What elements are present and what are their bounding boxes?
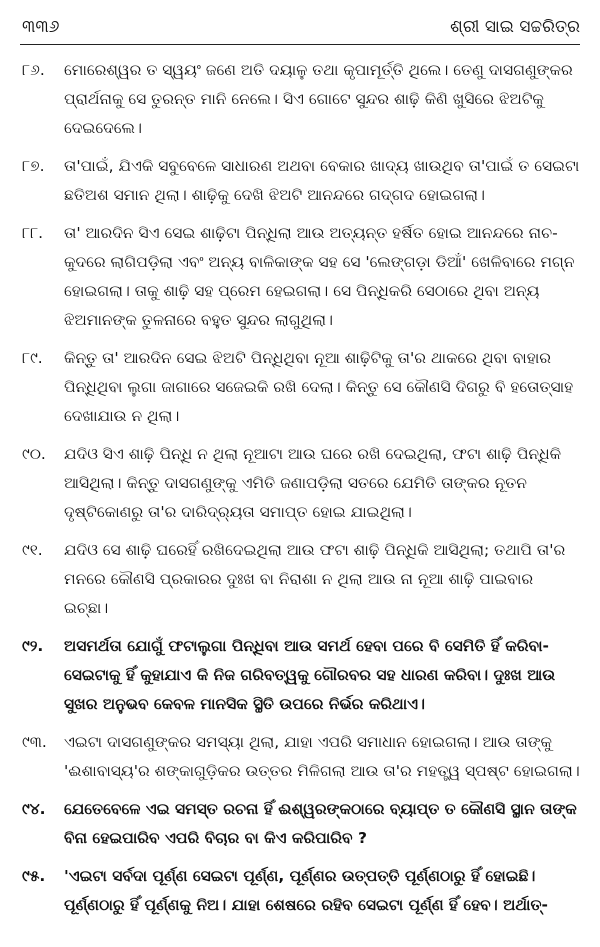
verse-number: ୯୫. xyxy=(22,867,46,885)
page-number: ୩୩୬ xyxy=(22,17,60,37)
verse-88 xyxy=(0,219,600,335)
verse-87 xyxy=(0,152,600,210)
verse-text: କିନ୍ତୁ ତା' ଆରଦିନ ସେଇ ଝିଅଟି ପିନ୍ଧିଥିବା ନୂଆ ଶାଢ଼ିଟିକୁ ତା'ର ଥାକରେ ଥିବା ବାହାର ପିନ୍ଧିଥିବା ଲୁଗା ଜାଗାରେ ସଜେଇକି ରଖି ଦେଲା। କିନ୍ତୁ ସେ କୌଣସି ଦିଗରୁ ବି ହତୋତ୍ସାହ ଦେଖାଯାଉ ନ ଥିଲା। xyxy=(64,349,574,425)
verse-91 xyxy=(0,536,600,623)
verse-text: 'ଏଇଟା ସର୍ବଦା ପୂର୍ଣ୍ଣ ସେଇଟା ପୂର୍ଣ୍ଣ, ପୂର୍ଣ୍ଣର ଉତ୍ପତ୍ତି ପୂର୍ଣ୍ଣଠାରୁ ହିଁ ହୋଇଛି। ପୂର୍ଣ୍ଣଠାରୁ ହିଁ ପୂର୍ଣ୍ଣକୁ ନିଅ। ଯାହା ଶେଷରେ ରହିବ ସେଇଟା ପୂର୍ଣ୍ଣ ହିଁ ହେବ। ଅର୍ଥାତ୍‌- xyxy=(64,867,548,914)
verse-list xyxy=(0,56,600,929)
verse-number: ୯୨. xyxy=(22,637,44,655)
verse-text: ଯଦିଓ ସିଏ ଶାଢ଼ି ପିନ୍ଧି ନ ଥିଲା ନୂଆଟା ଆଉ ଘରେ ରଖି ଦେଇଥିଲା, ଫଟା ଶାଢ଼ି ପିନ୍ଧିକି ଆସିଥିଲା। କିନ୍ତୁ ଦାସଗଣୁଙ୍କୁ ଏମିତି ଜଣାପଡ଼ିଲା ସତରେ ଯେମିତି ତାଙ୍କର ନୂତନ ଦୃଷ୍ଟିକୋଣରୁ ତା'ର ଦାରିଦ୍ର୍ୟତା ସମାପ୍ତ ହୋଇ ଯାଇଥିଲା। xyxy=(64,445,562,521)
verse-86 xyxy=(0,56,600,143)
verse-number: ୯୩. xyxy=(22,733,47,751)
verse-text: ଏଇଟା ଦାସଗଣୁଙ୍କର ସମସ୍ୟା ଥିଲା, ଯାହା ଏପରି ସମାଧାନ ହୋଇଗଲା। ଆଉ ତାଙ୍କୁ 'ଈଶାବାସ୍ୟ'ର ଶଙ୍କାଗୁଡ଼ିକର ଉତ୍ତର ମିଳିଗଲା ଆଉ ତା'ର ମହତ୍ତ୍ୱ ସ୍ପଷ୍ଟ ହୋଇଗଲା। xyxy=(64,733,580,780)
verse-number: ୯୦. xyxy=(22,445,46,463)
verse-95 xyxy=(0,862,600,920)
verse-text: ଯଦିଓ ସେ ଶାଢ଼ି ଘରେହିଁ ରଖିଦେଇଥିଲା ଆଉ ଫଟା ଶାଢ଼ି ପିନ୍ଧିକି ଆସିଥିଲା; ତଥାପି ତା'ର ମନରେ କୌଣସି ପ୍ରକାରର ଦୁଃଖ ବା ନିରାଶା ନ ଥିଲା ଆଉ ନା ନୂଆ ଶାଢ଼ି ପାଇବାର ଇଚ୍ଛା। xyxy=(64,541,566,617)
verse-90 xyxy=(0,440,600,527)
verse-number: ୮୯. xyxy=(22,349,43,367)
verse-number: ୮୬. xyxy=(22,61,45,79)
verse-93 xyxy=(0,728,600,786)
verse-text: ତା' ଆରଦିନ ସିଏ ସେଇ ଶାଢ଼ିଟା ପିନ୍ଧିଲା ଆଉ ଅତ୍ୟନ୍ତ ହର୍ଷିତ ହୋଇ ଆନନ୍ଦରେ ନାଚ-କୁଦରେ ଲାଗିପଡ଼ିଲା ଏବଂ ଅନ୍ୟ ବାଳିକାଙ୍କ ସହ ସେ 'ଲେଙ୍ଗଡ଼ା ଡିଆଁ' ଖେଳିବାରେ ମଗ୍ନ ହୋଇଗଲା। ତାକୁ ଶାଢ଼ି ସହ ପ୍ରେମ ହେଇଗଲା। ସେ ପିନ୍ଧିକରି ସେଠାରେ ଥିବା ଅନ୍ୟ ଝିଅମାନଙ୍କ ତୁଳନାରେ ବହୁତ ସୁନ୍ଦର ଲାଗୁଥିଲା। xyxy=(64,224,575,329)
book-title: ଶ୍ରୀ ସାଇ ସଚ୍ଚରିତ୍ର xyxy=(450,17,580,37)
page-header xyxy=(22,12,580,42)
verse-number: ୯୧. xyxy=(22,541,43,559)
verse-92 xyxy=(0,632,600,719)
verse-text: ଅସମର୍ଥତା ଯୋଗୁଁ ଫଟାଲୁଗା ପିନ୍ଧିବା ଆଉ ସମର୍ଥ ହେବା ପରେ ବି ସେମିତି ହିଁ କରିବା-ସେଇଟାକୁ ହିଁ କୁହାଯାଏ କି ନିଜ ଗରିବତ୍ୱକୁ ଗୌରବର ସହ ଧାରଣ କରିବା। ଦୁଃଖ ଆଉ ସୁଖର ଅନୁଭବ କେବଳ ମାନସିକ ସ୍ଥିତି ଉପରେ ନିର୍ଭର କରିଥାଏ। xyxy=(64,637,556,713)
verse-89 xyxy=(0,344,600,431)
verse-number: ୮୮. xyxy=(22,224,44,242)
verse-number: ୮୭. xyxy=(22,157,45,175)
verse-94 xyxy=(0,795,600,853)
header-rule xyxy=(20,44,580,45)
verse-text: ତା'ପାଇଁ, ଯିଏକି ସବୁବେଳେ ସାଧାରଣ ଅଥବା ବେକାର ଖାଦ୍ୟ ଖାଉଥିବ ତା'ପାଇଁ ତ ସେଇଟା ଛତିଅଶ ସମାନ ଥିଲା। ଶାଢ଼ିକୁ ଦେଖି ଝିଅଟି ଆନନ୍ଦରେ ଗଦ୍‌ଗଦ ହୋଇଗଲା। xyxy=(64,157,580,204)
verse-text: ଯେତେବେଳେ ଏଇ ସମସ୍ତ ରଚନା ହିଁ ଈଶ୍ୱରଙ୍କଠାରେ ବ୍ୟାପ୍ତ ତ କୌଣସି ସ୍ଥାନ ତାଙ୍କ ବିନା ହେଇପାରିବ ଏପରି ବିଚାର ବା କିଏ କରିପାରିବ ? xyxy=(64,800,577,847)
verse-text: ମୋରେଶ୍ୱର ତ ସ୍ୱୟଂ ଜଣେ ଅତି ଦୟାଳୁ ତଥା କୃପାମୂର୍ତ୍ତି ଥିଲେ। ତେଣୁ ଦାସଗଣୁଙ୍କର ପ୍ରାର୍ଥନାକୁ ସେ ତୁରନ୍ତ ମାନି ନେଲେ। ସିଏ ଗୋଟେ ସୁନ୍ଦର ଶାଢ଼ି କିଣି ଖୁସିରେ ଝିଅଟିକୁ ଦେଇଦେଲେ। xyxy=(64,61,573,137)
verse-number: ୯୪. xyxy=(22,800,46,818)
